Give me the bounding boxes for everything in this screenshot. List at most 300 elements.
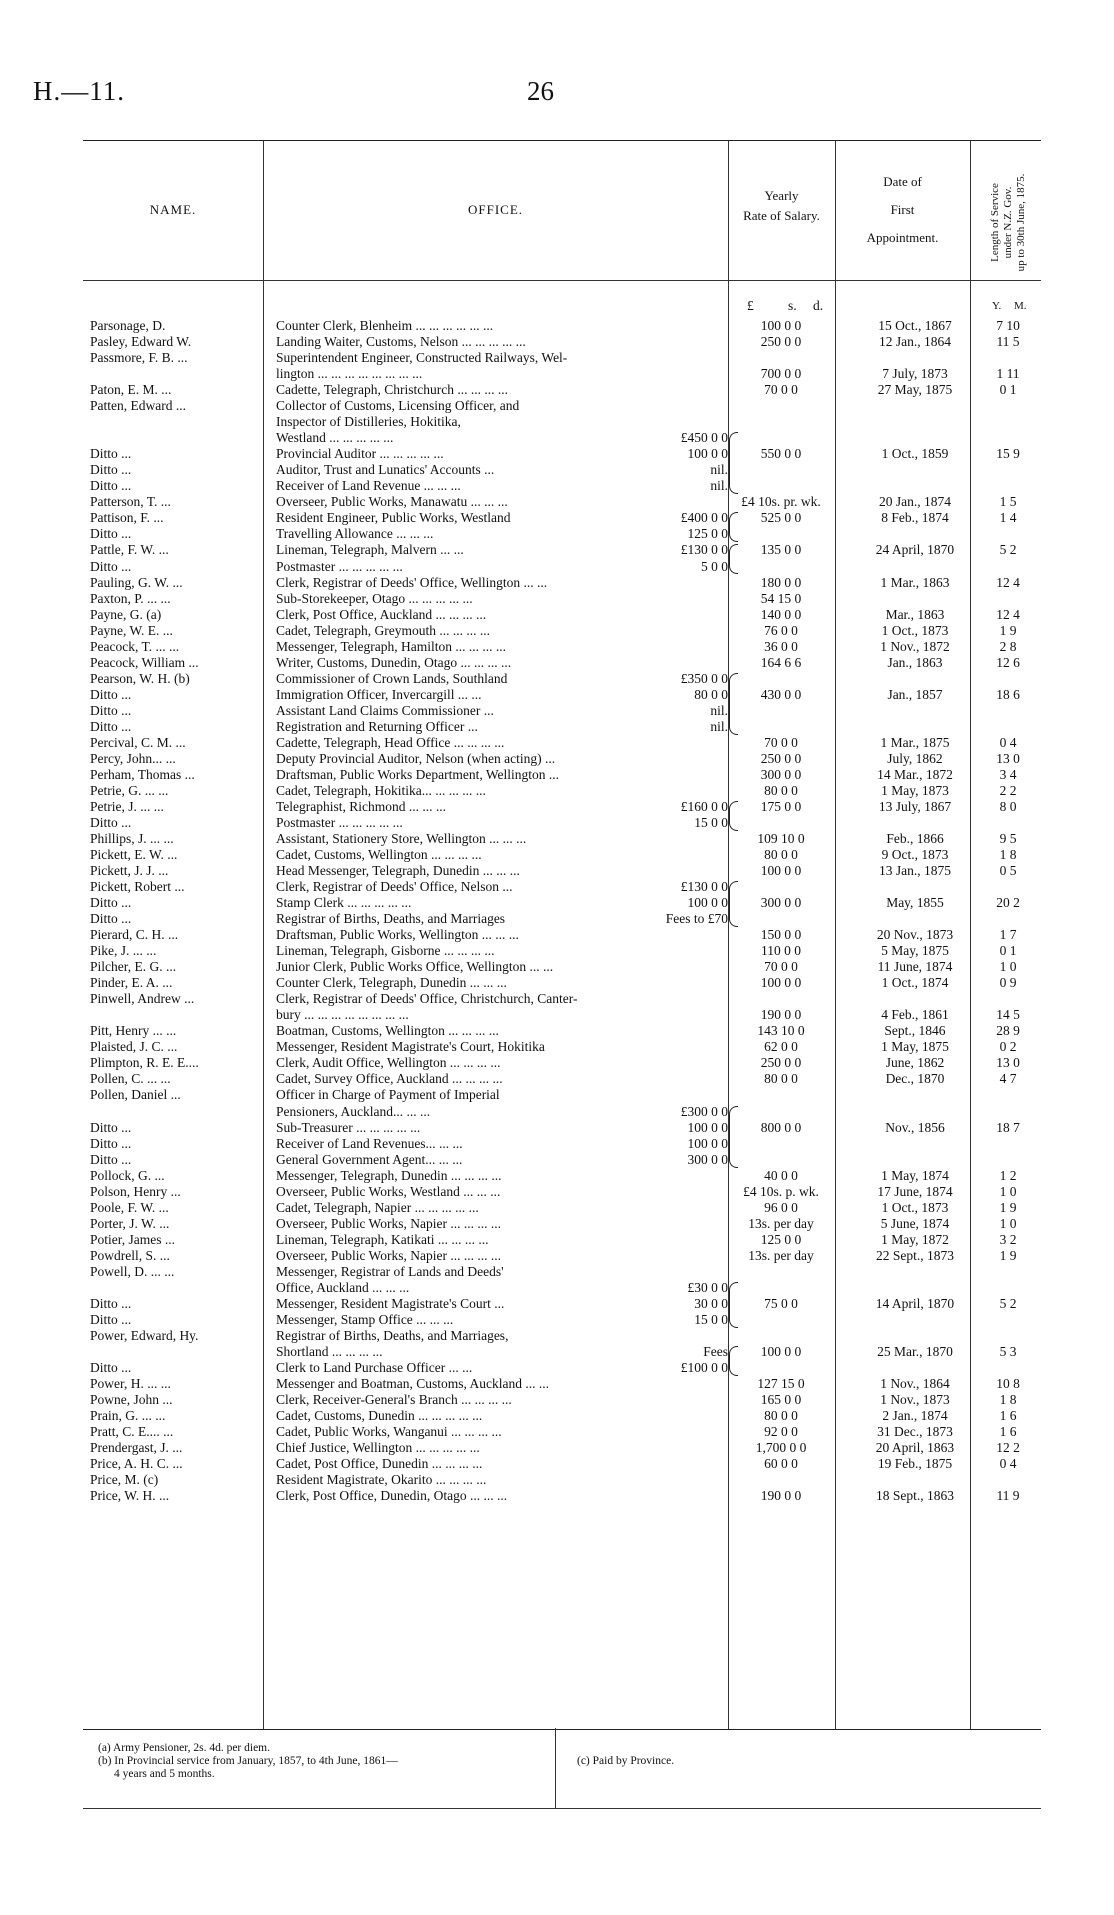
cell-len: 1 9 (999, 622, 1017, 638)
cell-len: 1 4 (999, 510, 1017, 526)
cell-rate: 100 0 0 (760, 318, 802, 333)
cell-name: Pickett, E. W. ... (90, 847, 178, 862)
cell-rate: 550 0 0 (760, 446, 802, 462)
cell-len: 10 8 (996, 1376, 1020, 1391)
cell-rate: 75 0 0 (764, 1295, 798, 1311)
cell-len: 15 9 (996, 446, 1020, 462)
table-row (0, 1232, 1114, 1248)
cell-name: Ditto ... (90, 478, 132, 494)
cell-office: Receiver of Land Revenue ... ... ... (276, 478, 461, 494)
footnote-a: (a) Army Pensioner, 2s. 4d. per diem. (98, 1742, 271, 1754)
table-row (0, 655, 1114, 671)
table-row (0, 1200, 1114, 1216)
cell-office: Cadet, Public Works, Wanganui ... ... ... ... (276, 1424, 502, 1440)
cell-date: 1 May, 1875 (881, 1039, 949, 1055)
table-row (0, 542, 1114, 558)
column-header-date-line3: Appointment. (866, 230, 939, 245)
cell-office: Draftsman, Public Works Department, Wellington ... (276, 766, 560, 782)
cell-rate: 164 6 6 (760, 654, 802, 670)
cell-date: 1 May, 1873 (881, 782, 949, 798)
cell-amt: £400 0 0 (680, 510, 728, 526)
cell-amt: £160 0 0 (680, 798, 728, 814)
cell-date: 1 Nov., 1872 (880, 638, 950, 654)
cell-office: Registrar of Births, Deaths, and Marriages, (276, 1327, 509, 1343)
cell-len: 14 5 (996, 1007, 1020, 1023)
cell-name: Pauling, G. W. ... (90, 574, 183, 590)
table-row (0, 927, 1114, 943)
cell-rate: 60 0 0 (764, 1456, 798, 1472)
cell-office: Overseer, Public Works, Westland ... ... ... (276, 1183, 501, 1199)
cell-amt: 15 0 0 (694, 814, 728, 830)
cell-len: 13 0 (996, 1055, 1020, 1071)
cell-amt: £300 0 0 (680, 1103, 728, 1119)
cell-office: General Government Agent... ... ... (276, 1151, 463, 1167)
cell-office: bury ... ... ... ... ... ... ... ... (276, 1007, 409, 1023)
unit-pounds: £ (747, 298, 754, 313)
cell-rate: 140 0 0 (760, 606, 802, 622)
cell-amt: £350 0 0 (680, 670, 728, 686)
cell-office: Resident Engineer, Public Works, Westland (276, 510, 511, 526)
cell-office: Clerk, Registrar of Deeds' Office, Wellington ... ... (276, 574, 548, 590)
salary-group-brace (729, 881, 738, 927)
cell-amt: 100 0 0 (687, 895, 728, 911)
cell-name: Ditto ... (90, 1151, 132, 1167)
salary-group-brace (729, 512, 738, 542)
salary-group-brace (729, 1346, 738, 1376)
column-header-rate (728, 186, 835, 226)
cell-rate: 300 0 0 (760, 895, 802, 911)
table-row (0, 1120, 1114, 1136)
cell-date: Sept., 1846 (884, 1023, 946, 1039)
cell-office: Clerk, Audit Office, Wellington ... ... ... ... (276, 1055, 501, 1071)
cell-name: Pattison, F. ... (90, 510, 164, 526)
cell-name: Ditto ... (90, 558, 132, 574)
cell-office: Junior Clerk, Public Works Office, Wellington ... ... (276, 959, 554, 975)
cell-date: 5 May, 1875 (881, 943, 949, 959)
cell-rate: 1,700 0 0 (755, 1440, 807, 1456)
cell-amt: nil. (710, 462, 728, 478)
table-row (0, 1328, 1114, 1344)
table-row (0, 1248, 1114, 1264)
cell-date: 1 Nov., 1873 (880, 1392, 950, 1407)
cell-office: Clerk, Receiver-General's Branch ... ... ... ... (276, 1392, 512, 1407)
cell-name: Parsonage, D. (90, 318, 166, 333)
cell-len: 2 8 (999, 638, 1017, 654)
cell-len: 18 7 (996, 1119, 1020, 1135)
cell-len: 1 9 (999, 1199, 1017, 1215)
cell-date: 20 Nov., 1873 (876, 927, 954, 943)
cell-office: Deputy Provincial Auditor, Nelson (when acting) ... (276, 750, 556, 766)
cell-rate: 135 0 0 (760, 542, 802, 558)
table-row (0, 623, 1114, 639)
cell-date: 1 May, 1874 (881, 1167, 949, 1183)
cell-name: Pickett, J. J. ... (90, 863, 169, 878)
table-row (0, 1296, 1114, 1312)
table-row (0, 446, 1114, 462)
cell-rate: 300 0 0 (760, 766, 802, 782)
column-header-rate-line1: Yearly (764, 188, 799, 203)
cell-date: 7 July, 1873 (882, 366, 948, 382)
cell-name: Pratt, C. E.... ... (90, 1424, 174, 1440)
cell-len: 1 0 (999, 1215, 1017, 1231)
table-row (0, 478, 1114, 494)
cell-office: Shortland ... ... ... ... (276, 1343, 383, 1359)
table-row (0, 462, 1114, 478)
table-row (0, 1007, 1114, 1023)
table-row (0, 1344, 1114, 1360)
cell-name: Potier, James ... (90, 1231, 175, 1247)
cell-len: 12 4 (996, 574, 1020, 590)
cell-name: Ditto ... (90, 526, 132, 542)
cell-rate: 127 15 0 (757, 1376, 805, 1391)
column-header-name: NAME. (149, 202, 197, 217)
cell-date: 4 Feb., 1861 (881, 1007, 949, 1023)
table-row (0, 1472, 1114, 1488)
cell-rate: 250 0 0 (760, 334, 802, 349)
cell-len: 1 8 (999, 847, 1017, 862)
cell-name: Prendergast, J. ... (90, 1440, 183, 1456)
cell-office: Counter Clerk, Telegraph, Dunedin ... ... ... (276, 975, 507, 991)
cell-name: Pickett, Robert ... (90, 879, 185, 895)
cell-rate: 165 0 0 (760, 1392, 802, 1407)
cell-len: 2 2 (999, 782, 1017, 798)
cell-name: Price, A. H. C. ... (90, 1456, 183, 1472)
cell-date: 13 Jan., 1875 (879, 863, 951, 878)
cell-name: Pollen, Daniel ... (90, 1087, 181, 1103)
cell-name: Price, M. (c) (90, 1472, 159, 1488)
cell-date: 14 Mar., 1872 (877, 766, 953, 782)
cell-name: Ditto ... (90, 718, 132, 734)
table-row (0, 1023, 1114, 1039)
salary-group-brace (729, 1106, 738, 1168)
cell-len: 1 11 (996, 366, 1020, 382)
table-row (0, 847, 1114, 863)
cell-len: 3 4 (999, 766, 1017, 782)
cell-office: Lineman, Telegraph, Katikati ... ... ... ... (276, 1231, 489, 1247)
cell-len: 12 4 (996, 606, 1020, 622)
table-row (0, 559, 1114, 575)
cell-name: Passmore, F. B. ... (90, 350, 188, 366)
cell-rate: 62 0 0 (764, 1039, 798, 1055)
cell-name: Peacock, William ... (90, 654, 199, 670)
cell-date: 1 Mar., 1863 (880, 574, 950, 590)
cell-office: Cadet, Survey Office, Auckland ... ... ... ... (276, 1071, 503, 1087)
column-header-length-line2: under N.Z. Gov. (1002, 186, 1014, 259)
cell-name: Payne, W. E. ... (90, 622, 173, 638)
table-row (0, 943, 1114, 959)
cell-len: 9 5 (999, 831, 1017, 846)
cell-office: Messenger, Resident Magistrate's Court, Hokitika (276, 1039, 545, 1055)
cell-len: 1 2 (999, 1167, 1017, 1183)
cell-date: 27 May, 1875 (877, 382, 953, 398)
cell-date: 17 June, 1874 (877, 1183, 953, 1199)
cell-rate: 150 0 0 (760, 927, 802, 943)
cell-office: Clerk to Land Purchase Officer ... ... (276, 1360, 473, 1375)
cell-name: Phillips, J. ... ... (90, 831, 174, 846)
table-row (0, 398, 1114, 414)
table-row (0, 575, 1114, 591)
cell-rate: 800 0 0 (760, 1119, 802, 1135)
cell-date: 1 Oct., 1873 (881, 622, 949, 638)
cell-len: 20 2 (996, 895, 1020, 911)
cell-len: 5 2 (999, 542, 1017, 558)
cell-office: Pensioners, Auckland... ... ... (276, 1103, 431, 1119)
table-row (0, 1488, 1114, 1504)
cell-date: 13 July, 1867 (878, 798, 952, 814)
cell-date: 15 Oct., 1867 (878, 318, 952, 333)
cell-len: 0 1 (999, 382, 1017, 398)
table-row (0, 703, 1114, 719)
column-header-office: OFFICE. (467, 202, 524, 217)
cell-office: Immigration Officer, Invercargill ... ... (276, 686, 482, 702)
cell-office: Cadet, Customs, Dunedin ... ... ... ... ... (276, 1408, 483, 1423)
table-row (0, 1424, 1114, 1440)
cell-office: Cadet, Telegraph, Hokitika... ... ... ... ... (276, 782, 486, 798)
cell-name: Ditto ... (90, 1295, 132, 1311)
cell-office: Messenger, Resident Magistrate's Court ... (276, 1295, 505, 1311)
cell-office: Commissioner of Crown Lands, Southland (276, 670, 508, 686)
cell-rate: 250 0 0 (760, 1055, 802, 1071)
cell-name: Pasley, Edward W. (90, 334, 192, 349)
cell-name: Polson, Henry ... (90, 1183, 181, 1199)
cell-rate: £4 10s. p. wk. (743, 1183, 819, 1199)
cell-name: Ditto ... (90, 702, 132, 718)
column-header-date (835, 172, 970, 248)
footnote-c: (c) Paid by Province. (577, 1755, 675, 1767)
cell-rate: 80 0 0 (764, 1408, 798, 1423)
column-header-date-line1: Date of (883, 174, 922, 189)
cell-date: 5 June, 1874 (880, 1215, 950, 1231)
table-row (0, 831, 1114, 847)
cell-name: Pitt, Henry ... ... (90, 1023, 177, 1039)
table-row (0, 494, 1114, 510)
cell-date: 11 June, 1874 (877, 959, 953, 975)
cell-office: Assistant, Stationery Store, Wellington ... ... ... (276, 831, 527, 846)
cell-office: Landing Waiter, Customs, Nelson ... ... ... ... ... (276, 334, 526, 349)
cell-date: 31 Dec., 1873 (877, 1424, 953, 1440)
cell-rate: 54 15 0 (760, 590, 802, 606)
cell-date: Jan., 1857 (887, 686, 943, 702)
cell-name: Powell, D. ... ... (90, 1263, 175, 1279)
cell-date: 19 Feb., 1875 (877, 1456, 953, 1472)
cell-amt: 300 0 0 (687, 1151, 728, 1167)
cell-rate: 36 0 0 (764, 638, 798, 654)
table-row (0, 1456, 1114, 1472)
cell-date: May, 1855 (886, 895, 944, 911)
cell-amt: £130 0 0 (680, 879, 728, 895)
cell-office: Messenger, Stamp Office ... ... ... (276, 1311, 454, 1327)
cell-office: Westland ... ... ... ... ... (276, 430, 394, 446)
cell-name: Prain, G. ... ... (90, 1408, 166, 1423)
cell-office: Postmaster ... ... ... ... ... (276, 558, 403, 574)
cell-len: 13 0 (996, 750, 1020, 766)
cell-office: Assistant Land Claims Commissioner ... (276, 702, 494, 718)
cell-len: 1 0 (999, 1183, 1017, 1199)
cell-office: Collector of Customs, Licensing Officer, and (276, 398, 520, 414)
cell-amt: 100 0 0 (687, 1119, 728, 1135)
cell-office: Boatman, Customs, Wellington ... ... ... ... (276, 1023, 499, 1039)
cell-office: Telegraphist, Richmond ... ... ... (276, 798, 447, 814)
cell-name: Pinder, E. A. ... (90, 975, 173, 991)
cell-name: Ditto ... (90, 1311, 132, 1327)
cell-office: Registration and Returning Officer ... (276, 718, 478, 734)
table-row (0, 607, 1114, 623)
cell-name: Ditto ... (90, 1360, 132, 1375)
table-row (0, 1184, 1114, 1200)
cell-amt: 15 0 0 (694, 1311, 728, 1327)
cell-date: 20 Jan., 1874 (879, 494, 951, 510)
cell-name: Ditto ... (90, 686, 132, 702)
cell-amt: nil. (710, 702, 728, 718)
cell-name: Power, H. ... ... (90, 1376, 171, 1391)
column-header-length (983, 147, 1035, 282)
table-row (0, 510, 1114, 526)
cell-rate: 92 0 0 (764, 1424, 798, 1440)
table-row (0, 1440, 1114, 1456)
cell-name: Paxton, P. ... ... (90, 590, 171, 606)
cell-rate: 109 10 0 (757, 831, 805, 846)
cell-date: Dec., 1870 (885, 1071, 945, 1087)
cell-rate: 125 0 0 (760, 1231, 802, 1247)
cell-name: Powdrell, S. ... (90, 1247, 170, 1263)
cell-amt: 100 0 0 (687, 446, 728, 462)
salary-group-brace (729, 544, 738, 574)
cell-len: 5 3 (999, 1343, 1017, 1359)
cell-date: 1 Mar., 1875 (880, 734, 950, 750)
cell-len: 7 10 (996, 318, 1020, 333)
table-row (0, 1055, 1114, 1071)
cell-len: 3 2 (999, 1231, 1017, 1247)
cell-name: Power, Edward, Hy. (90, 1327, 199, 1343)
table-row (0, 591, 1114, 607)
cell-rate: 175 0 0 (760, 798, 802, 814)
cell-office: Counter Clerk, Blenheim ... ... ... ... ... ... (276, 318, 494, 333)
cell-rate: 76 0 0 (764, 622, 798, 638)
cell-name: Petrie, G. ... ... (90, 782, 169, 798)
cell-date: 1 Oct., 1859 (881, 446, 949, 462)
table-row (0, 719, 1114, 735)
footnote-b: (b) In Provincial service from January, 1857, to 4th June, 1861— (98, 1755, 398, 1767)
cell-amt: Fees to £70 (665, 911, 728, 927)
table-row (0, 863, 1114, 879)
cell-office: Cadette, Telegraph, Christchurch ... ... ... ... (276, 382, 508, 398)
cell-office: Clerk, Post Office, Auckland ... ... ... ... (276, 606, 487, 622)
page-number: 26 (527, 76, 554, 106)
cell-office: Travelling Allowance ... ... ... (276, 526, 434, 542)
column-header-length-line3: up to 30th June, 1875. (1015, 173, 1027, 272)
cell-office: Writer, Customs, Dunedin, Otago ... ... ... ... (276, 654, 512, 670)
unit-shillings: s. (788, 298, 797, 313)
cell-name: Poole, F. W. ... (90, 1199, 169, 1215)
table-row (0, 1152, 1114, 1168)
cell-office: Cadet, Telegraph, Greymouth ... ... ... ... (276, 622, 491, 638)
column-header-date-line2: First (890, 202, 915, 217)
cell-office: Registrar of Births, Deaths, and Marriages (276, 911, 506, 927)
cell-date: Feb., 1866 (886, 831, 944, 846)
table-row (0, 1087, 1114, 1103)
cell-office: Overseer, Public Works, Napier ... ... ... ... (276, 1215, 501, 1231)
cell-date: 24 April, 1870 (875, 542, 955, 558)
cell-name: Patterson, T. ... (90, 494, 171, 510)
table-row (0, 430, 1114, 446)
salary-group-brace (729, 801, 738, 831)
cell-date: 2 Jan., 1874 (882, 1408, 948, 1423)
unit-pence: d. (813, 298, 824, 313)
cell-len: 4 7 (999, 1071, 1017, 1087)
cell-date: Mar., 1863 (885, 606, 945, 622)
cell-name: Pearson, W. H. (b) (90, 670, 190, 686)
table-row (0, 751, 1114, 767)
cell-len: 1 6 (999, 1408, 1017, 1423)
cell-name: Pollen, C. ... ... (90, 1071, 171, 1087)
cell-name: Pattle, F. W. ... (90, 542, 169, 558)
cell-date: 20 April, 1863 (875, 1440, 955, 1456)
cell-date: June, 1862 (885, 1055, 945, 1071)
table-row (0, 671, 1114, 687)
cell-amt: 30 0 0 (694, 1295, 728, 1311)
cell-rate: 100 0 0 (760, 1343, 802, 1359)
cell-len: 1 6 (999, 1424, 1017, 1440)
table-row (0, 1216, 1114, 1232)
cell-date: 22 Sept., 1873 (875, 1247, 954, 1263)
column-header-length-line1: Length of Service (989, 183, 1001, 262)
cell-len: 1 0 (999, 959, 1017, 975)
salary-group-brace (729, 673, 738, 735)
cell-rate: 250 0 0 (760, 750, 802, 766)
table-row (0, 318, 1114, 334)
footnote-divider (555, 1728, 556, 1808)
cell-name: Percival, C. M. ... (90, 734, 186, 750)
cell-office: Messenger, Telegraph, Hamilton ... ... ... ... (276, 638, 506, 654)
cell-name: Payne, G. (a) (90, 606, 162, 622)
table-row (0, 526, 1114, 542)
cell-date: 25 Mar., 1870 (877, 1343, 953, 1359)
table-row (0, 783, 1114, 799)
cell-len: 28 9 (996, 1023, 1020, 1039)
cell-rate: 100 0 0 (760, 975, 802, 991)
table-row (0, 1168, 1114, 1184)
cell-len: 0 9 (999, 975, 1017, 991)
table-row (0, 1264, 1114, 1280)
table-row (0, 975, 1114, 991)
cell-office: Cadet, Telegraph, Napier ... ... ... ... ... (276, 1199, 479, 1215)
cell-date: 18 Sept., 1863 (875, 1488, 954, 1504)
cell-name: Pinwell, Andrew ... (90, 991, 195, 1007)
table-row (0, 991, 1114, 1007)
cell-name: Peacock, T. ... ... (90, 638, 180, 654)
table-row (0, 1392, 1114, 1408)
cell-rate: 80 0 0 (764, 847, 798, 862)
cell-name: Porter, J. W. ... (90, 1215, 170, 1231)
cell-name: Ditto ... (90, 446, 132, 462)
cell-office: Clerk, Registrar of Deeds' Office, Nelson ... (276, 879, 513, 895)
cell-len: 8 0 (999, 798, 1017, 814)
cell-office: Head Messenger, Telegraph, Dunedin ... ... ... (276, 863, 520, 878)
table-row (0, 1360, 1114, 1376)
cell-rate: 110 0 0 (761, 943, 801, 959)
cell-name: Patten, Edward ... (90, 398, 186, 414)
cell-len: 0 1 (999, 943, 1017, 959)
cell-amt: Fees (703, 1343, 728, 1359)
cell-office: Resident Magistrate, Okarito ... ... ... ... (276, 1472, 487, 1488)
cell-date: Jan., 1863 (887, 654, 943, 670)
cell-name: Pike, J. ... ... (90, 943, 157, 959)
cell-len: 18 6 (996, 686, 1020, 702)
cell-date: 14 April, 1870 (875, 1295, 955, 1311)
cell-amt: £100 0 0 (680, 1360, 728, 1375)
cell-office: Postmaster ... ... ... ... ... (276, 814, 403, 830)
cell-office: Clerk, Registrar of Deeds' Office, Christchurch, Canter- (276, 991, 578, 1007)
